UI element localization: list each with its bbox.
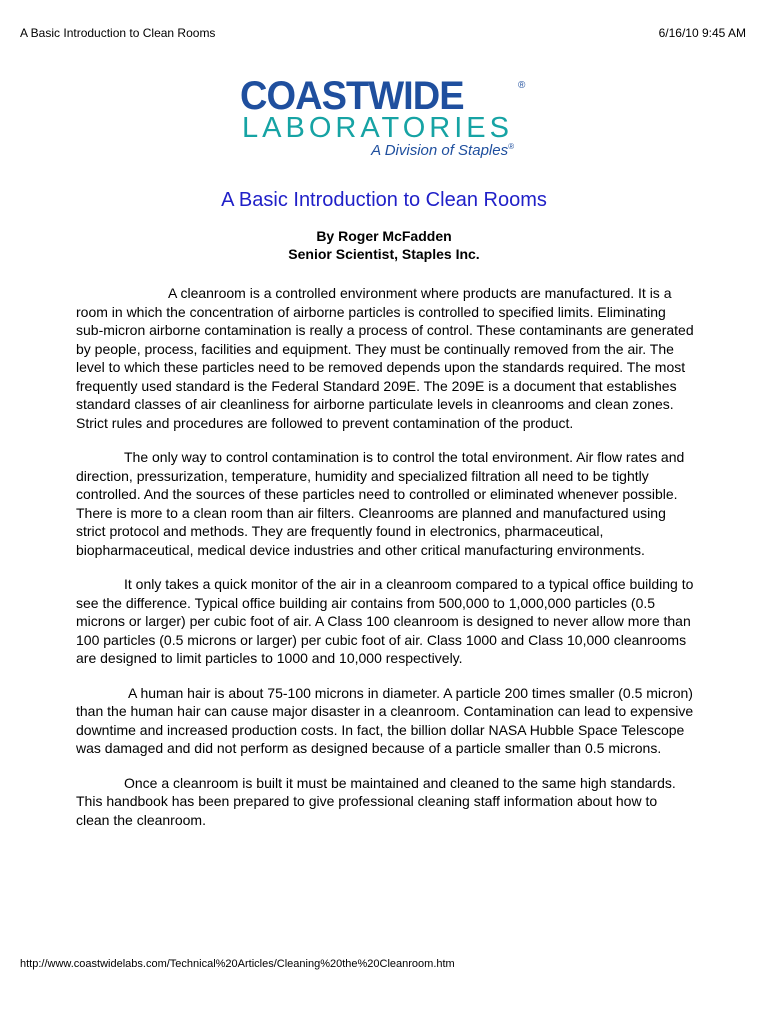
- print-footer-url: http://www.coastwidelabs.com/Technical%20Articles/Cleaning%20the%20Cleanroom.htm: [20, 958, 455, 970]
- article-title: A Basic Introduction to Clean Rooms: [221, 189, 547, 212]
- paragraph: Once a cleanroom is built it must be maintained and cleaned to the same high standards. This handbook has been prepared to give professional cleaning staff information about how to clean the cleanroom.: [76, 774, 676, 828]
- paragraph: The only way to control contamination is to control the total environment. Air flow rates and direction, pressurization, temperature, humidity and specialized filtration all need to be tightly controlled. And the sources of these particles need to controlled or eliminated whenever possible. There is more to a clean room than air filters. Cleanrooms are planned and manufactured using strict protocol and methods. They are frequently found in electronics, pharmaceutical, biopharmaceutical, medical device industries and other critical manufacturing environments.: [76, 449, 685, 558]
- author-title: Senior Scientist, Staples Inc.: [288, 246, 480, 262]
- logo-registered-mark: ®: [518, 80, 526, 91]
- paragraph: A human hair is about 75-100 microns in diameter. A particle 200 times smaller (0.5 micron) than the human hair can cause major disaster in a cleanroom. Contamination can lead to expensive downtime and increased production costs. In fact, the billion dollar NASA Hubble Space Telescope was damaged and did not perform as designed because of a particle smaller than 0.5 microns.: [76, 684, 694, 756]
- byline: [0, 227, 768, 263]
- author-name: By Roger McFadden: [316, 228, 452, 244]
- print-header-title: A Basic Introduction to Clean Rooms: [20, 26, 216, 40]
- paragraph: A cleanroom is a controlled environment where products are manufactured. It is a room in which the concentration of airborne particles is controlled to specified limits. Eliminating sub-micron airborne contamination is really a process of control. These contaminants are generated by people, process, facilities and equipment. They must be continually removed from the air. The level to which these particles need to be removed depends upon the standards required. The most frequently used standard is the Federal Standard 209E. The 209E is a document that establishes standard classes of air cleanliness for airborne particulate levels in cleanrooms and clean zones. Strict rules and procedures are followed to prevent contamination of the product.: [76, 285, 694, 431]
- coastwide-logo: [240, 76, 540, 158]
- logo-subtitle: LABORATORIES: [242, 112, 513, 144]
- logo-brand: COASTWIDE: [240, 74, 464, 118]
- print-header-datetime: 6/16/10 9:45 AM: [658, 26, 746, 40]
- paragraph: It only takes a quick monitor of the air in a cleanroom compared to a typical office building to see the difference. Typical office building air contains from 500,000 to 1,000,000 particles (0.5 microns or larger) per cubic foot of air. A Class 100 cleanroom is designed to never allow more than 100 particles (0.5 microns or larger) per cubic foot of air. Class 1000 and Class 10,000 cleanrooms are designed to limit particles to 1000 and 10,000 respectively.: [76, 576, 694, 666]
- logo-division: A Division of Staples®: [371, 142, 514, 159]
- article-body: [76, 284, 694, 845]
